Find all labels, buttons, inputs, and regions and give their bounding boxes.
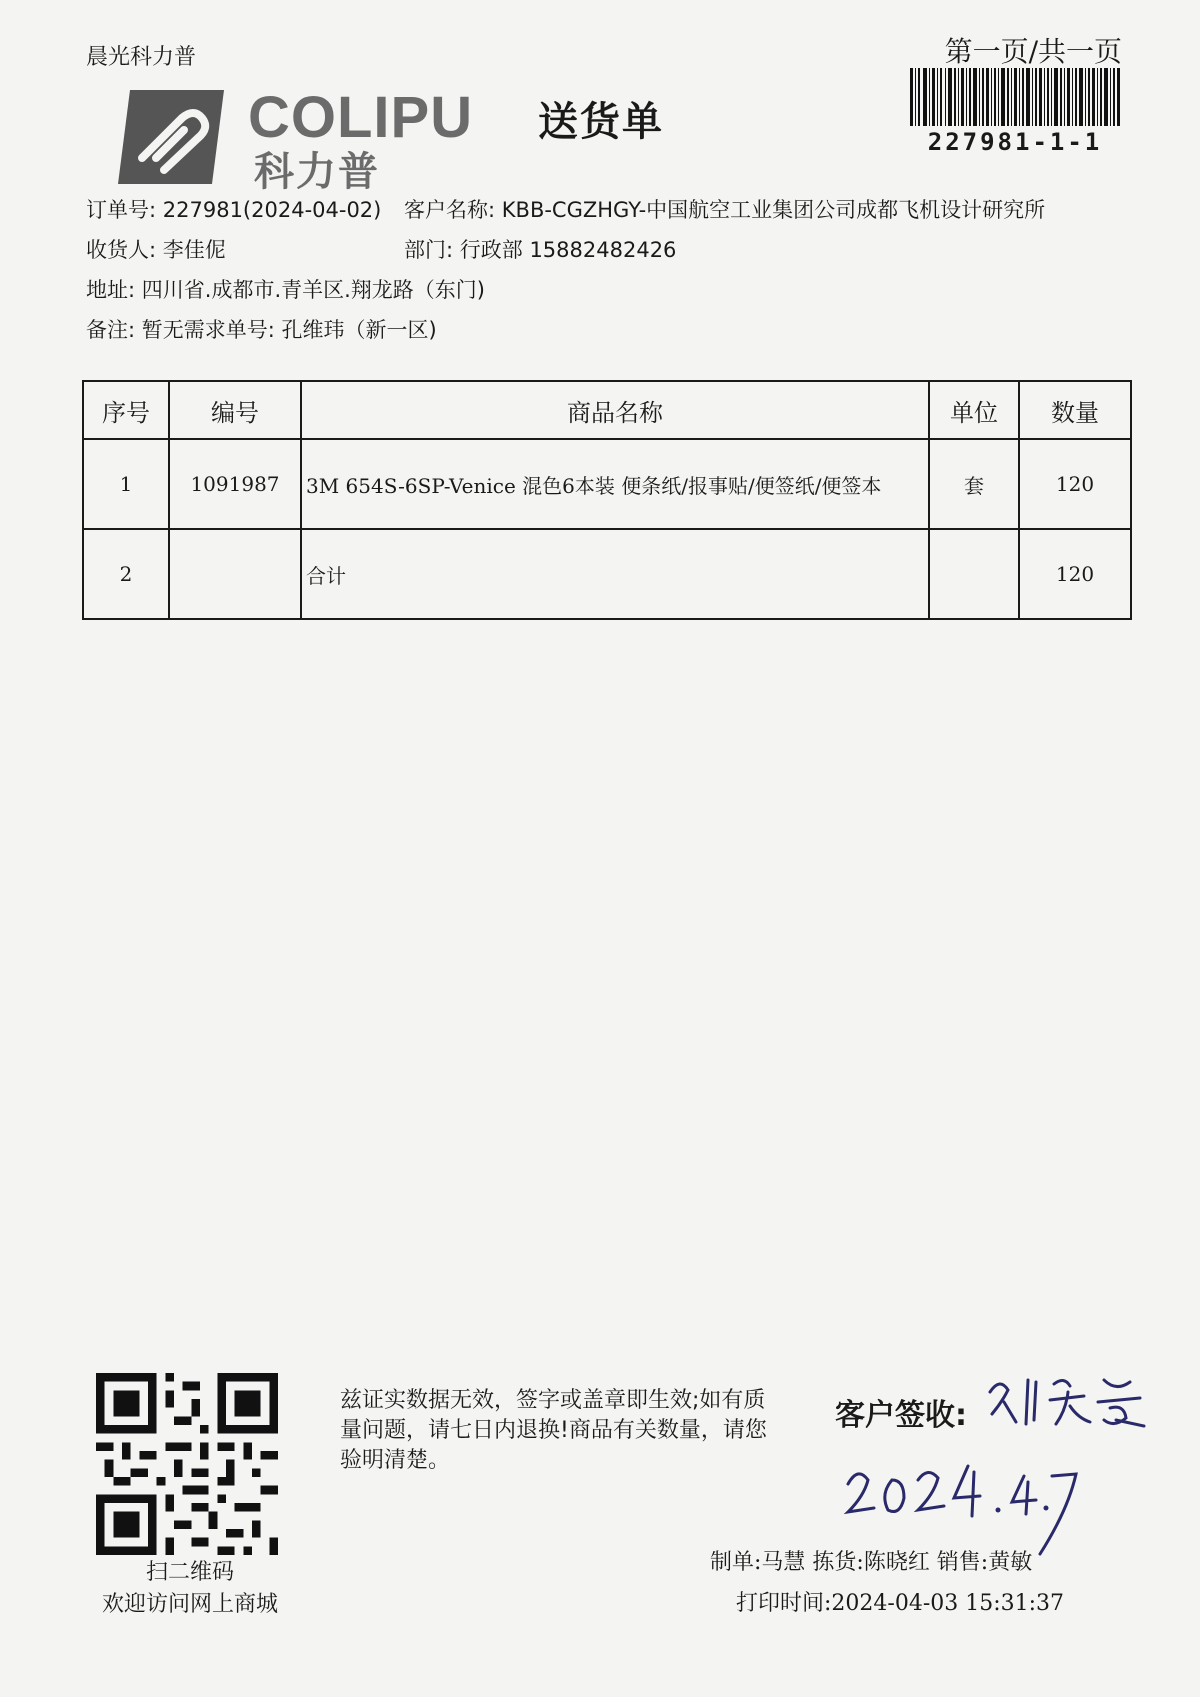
items-table — [82, 380, 1132, 620]
colipu-logo-icon — [112, 88, 230, 186]
page-info: 第一页/共一页 — [944, 35, 1122, 68]
col-unit-header: 单位 — [929, 381, 1019, 439]
table-header-row — [83, 381, 1131, 439]
customer-sign-label: 客户签收: — [835, 1398, 967, 1433]
remark-label: 备注: — [86, 318, 136, 342]
cell-unit: 套 — [929, 439, 1019, 529]
order-number-label: 订单号: — [86, 198, 157, 222]
customer-value: KBB-CGZHGY-中国航空工业集团公司成都飞机设计研究所 — [501, 198, 1046, 222]
department — [404, 234, 676, 264]
handwritten-date — [840, 1450, 1080, 1560]
address-label: 地址: — [86, 278, 136, 302]
cell-qty: 120 — [1019, 439, 1131, 529]
cell-seq: 2 — [83, 529, 169, 619]
qr-caption — [70, 1557, 310, 1621]
customer-name — [404, 194, 1045, 224]
company-name: 晨光科力普 — [86, 45, 197, 70]
col-qty-header: 数量 — [1019, 381, 1131, 439]
cell-unit — [929, 529, 1019, 619]
cell-code: 1091987 — [169, 439, 301, 529]
handwritten-signature — [980, 1362, 1150, 1442]
qr-caption-line-1: 扫二维码 — [145, 1560, 234, 1585]
logo-cn-text: 科力普 — [254, 149, 380, 195]
order-number — [86, 194, 381, 224]
table-row — [83, 439, 1131, 529]
cell-qty: 120 — [1019, 529, 1131, 619]
receiver-label: 收货人: — [86, 238, 157, 262]
notice-text: 兹证实数据无效，签字或盖章即生效;如有质量问题，请七日内退换!商品有关数量，请您验明清楚。 — [340, 1388, 767, 1473]
col-seq-header: 序号 — [83, 381, 169, 439]
makers-info: 制单:马慧 拣货:陈晓红 销售:黄敏 — [710, 1550, 1033, 1575]
qr-code-icon — [96, 1373, 278, 1555]
department-label: 部门: — [404, 238, 454, 262]
receiver-value: 李佳伲 — [162, 238, 226, 262]
department-value: 行政部 15882482426 — [459, 238, 677, 262]
col-name-header: 商品名称 — [301, 381, 929, 439]
barcode-image — [910, 68, 1122, 126]
cell-name: 合计 — [301, 529, 929, 619]
table-row-total — [83, 529, 1131, 619]
cell-code — [169, 529, 301, 619]
col-code-header: 编号 — [169, 381, 301, 439]
print-time: 打印时间:2024-04-03 15:31:37 — [736, 1591, 1065, 1616]
logo-text: COLIPU — [248, 85, 474, 150]
qr-caption-line-2: 欢迎访问网上商城 — [101, 1592, 278, 1617]
barcode-number: 227981-1-1 — [927, 128, 1103, 156]
receiver — [86, 234, 226, 264]
remark-value: 暂无需求单号: 孔维玮（新一区) — [141, 318, 437, 342]
remark — [86, 314, 437, 344]
order-number-value: 227981(2024-04-02) — [162, 198, 382, 222]
customer-label: 客户名称: — [404, 198, 496, 222]
address-value: 四川省.成都市.青羊区.翔龙路（东门) — [141, 278, 485, 302]
cell-name: 3M 654S-6SP-Venice 混色6本装 便条纸/报事贴/便签纸/便签本 — [301, 439, 929, 529]
document-title: 送货单 — [538, 99, 664, 145]
address — [86, 274, 485, 304]
cell-seq: 1 — [83, 439, 169, 529]
